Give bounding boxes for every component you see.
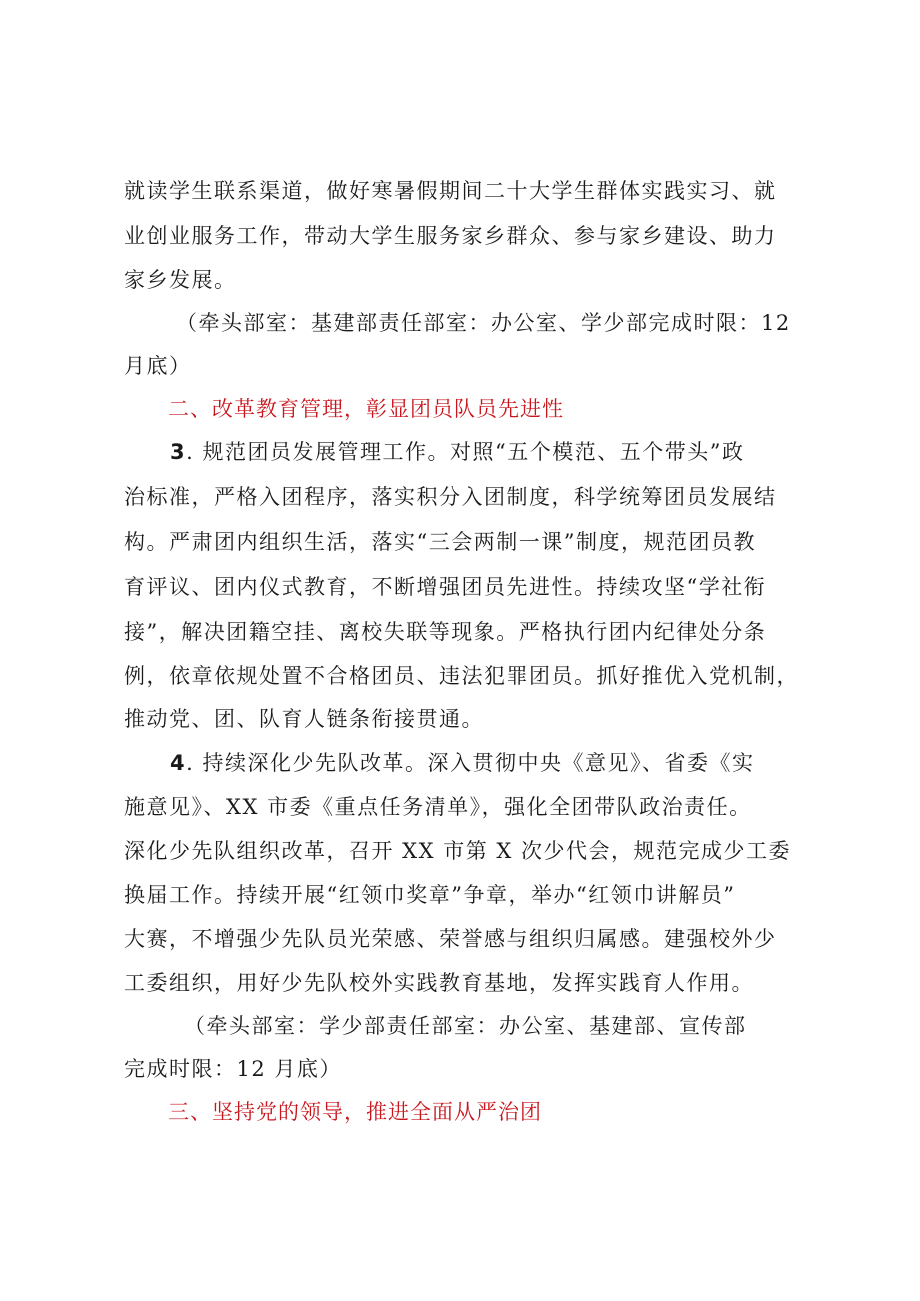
- item4-first-text: . 持续深化少先队改革。深入贯彻中央《意见》、省委《实: [186, 751, 755, 775]
- item4-line-5: 大赛，不增强少先队员光荣感、荣誉感与组织归属感。建强校外少: [124, 927, 777, 951]
- item3-line-7: 推动党、团、队育人链条衔接贯通。: [124, 707, 484, 731]
- note1-line-2: 月底）: [124, 354, 192, 378]
- section-heading-3: 三、坚持党的领导，推进全面从严治团: [168, 1100, 542, 1124]
- item3-line-4: 育评议、团内仪式教育，不断增强团员先进性。持续攻坚“学社衔: [124, 575, 767, 599]
- item4-number: 4: [170, 751, 187, 775]
- item3-line-3: 构。严肃团内组织生活，落实“三会两制一课”制度，规范团员教: [124, 530, 756, 554]
- item3-line-6: 例，依章依规处置不合格团员、违法犯罪团员。抓好推优入党机制，: [124, 664, 799, 688]
- item3-line-1: [170, 437, 850, 467]
- item4-line-3: 深化少先队组织改革，召开 XX 市第 X 次少代会，规范完成少工委: [124, 839, 792, 863]
- item4-line-4: 换届工作。持续开展“红领巾奖章”争章，举办“红领巾讲解员”: [124, 883, 736, 907]
- item4-line-1: [170, 748, 850, 778]
- item4-line-2: 施意见》、XX 市委《重点任务清单》，强化全团带队政治责任。: [124, 795, 752, 819]
- item3-line-5: 接”，解决团籍空挂、离校失联等现象。严格执行团内纪律处分条: [124, 620, 767, 644]
- item3-first-text: . 规范团员发展管理工作。对照“五个模范、五个带头”政: [186, 440, 745, 464]
- para1-line-3: 家乡发展。: [124, 268, 237, 292]
- item3-line-2: 治标准，严格入团程序，落实积分入团制度，科学统筹团员发展结: [124, 485, 777, 509]
- note2-line-1: （牵头部室：学少部责任部室：办公室、基建部、宣传部: [184, 1014, 747, 1038]
- item4-line-6: 工委组织，用好少先队校外实践教育基地，发挥实践育人作用。: [124, 971, 754, 995]
- note1-line-1: （牵头部室：基建部责任部室：办公室、学少部完成时限：12: [176, 311, 791, 335]
- note2-line-2: 完成时限：12 月底）: [124, 1057, 342, 1081]
- para1-line-2: 业创业服务工作，带动大学生服务家乡群众、参与家乡建设、助力: [124, 224, 777, 248]
- item3-number: 3: [170, 440, 187, 464]
- section-heading-2: 二、改革教育管理，彰显团员队员先进性: [168, 397, 564, 421]
- para1-line-1: 就读学生联系渠道，做好寒暑假期间二十大学生群体实践实习、就: [124, 179, 777, 203]
